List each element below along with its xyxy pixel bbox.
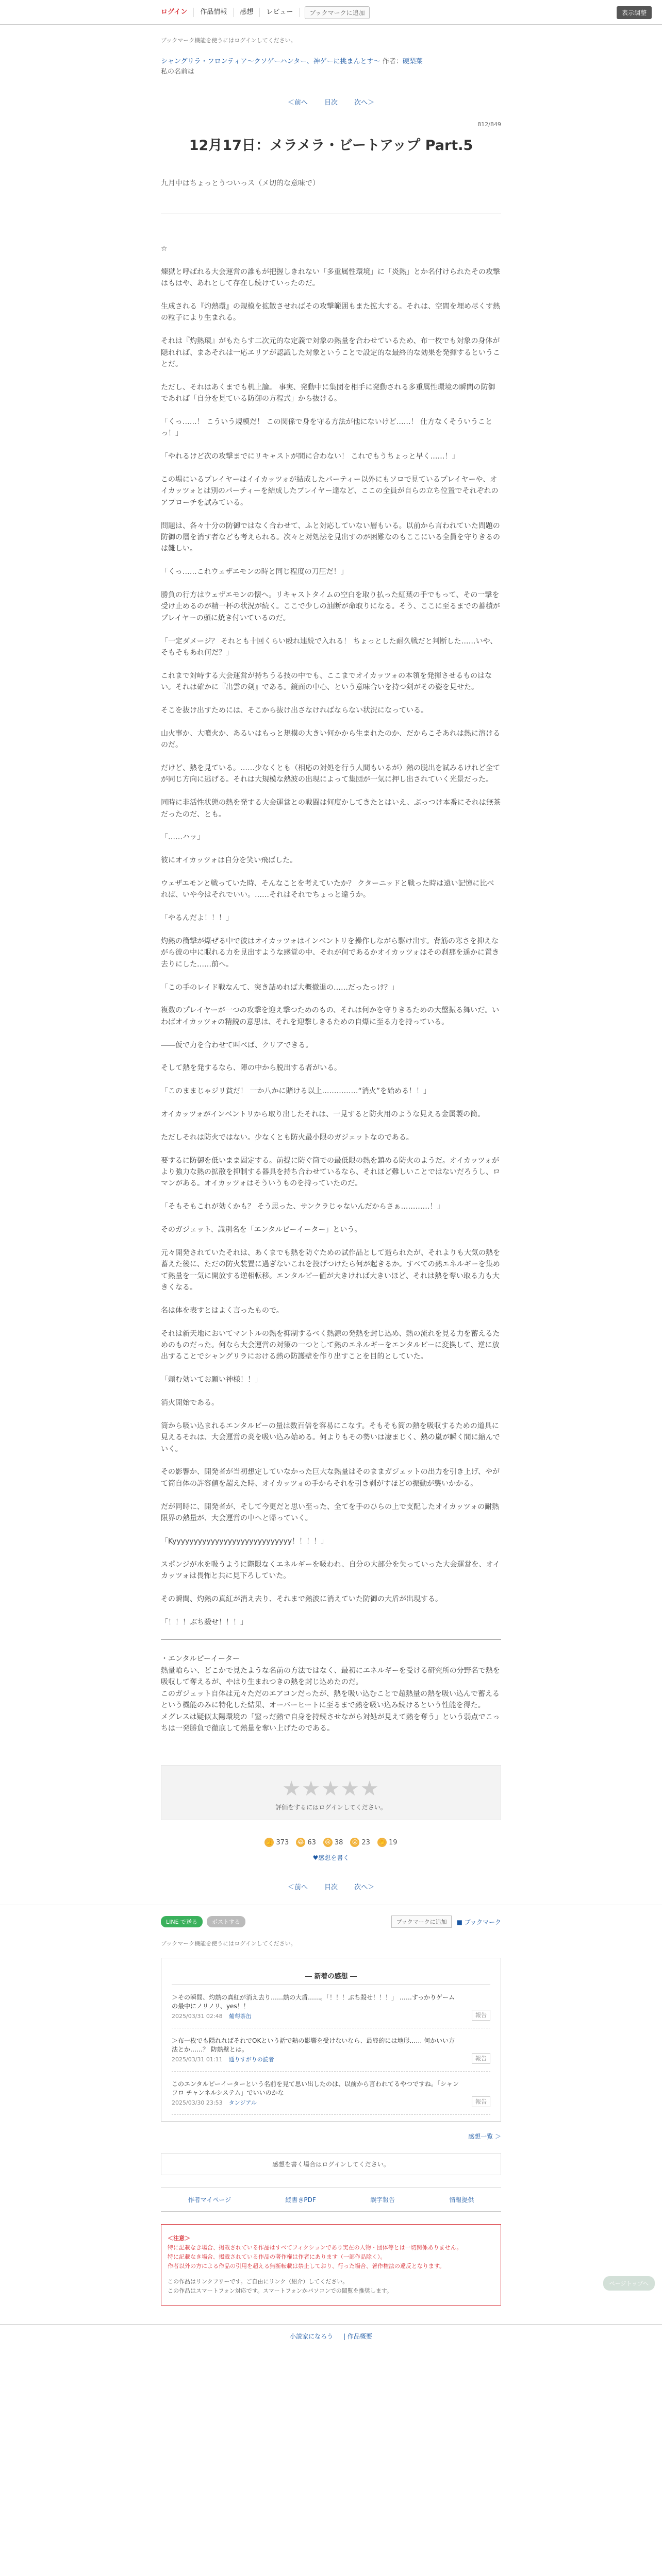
author-label: 作者：: [382, 58, 403, 65]
reaction-clap[interactable]: [377, 1838, 398, 1847]
impression-meta: [172, 2055, 490, 2064]
bookmark-add-button[interactable]: ブックマークに追加: [391, 1916, 451, 1928]
post-share-button[interactable]: ポストする: [207, 1916, 245, 1927]
notice-line: 特に記載なき場合、掲載されている作品の著作権は作者にあります（一部作品除く）。: [168, 2253, 386, 2261]
body-paragraph: その瞬間、灼熱の真紅が消え去り、それまで熱波に消えていた防御の大盾が出現する。: [161, 1595, 442, 1603]
next-link[interactable]: 次へ＞: [354, 99, 375, 107]
display-settings-button[interactable]: 表示調整: [617, 6, 652, 19]
pager-top: [161, 97, 501, 107]
body-paragraph: 生成される『灼熱環』の規模を拡散させればその攻撃範囲もまた拡大する。それは、空間を埋め尽くす熱の粒子により生まれる。: [161, 302, 500, 323]
author-link[interactable]: 硬梨菜: [402, 58, 423, 65]
report-button[interactable]: 報告: [472, 2010, 490, 2021]
bookmark-login-notice: ブックマーク機能を使うにはログインしてください。: [161, 1940, 296, 1947]
body-paragraph: ただし、それはあくまでも机上論。 事実、発動中に集団を相手に発動される多重属性環境の瞬間の防御であれば「自分を見ている防御の方程式」から抜ける。: [161, 383, 495, 403]
line-share-button[interactable]: LINE で送る: [161, 1916, 203, 1927]
body-paragraph: 「このままじゃジリ貧だ！ 一か八かに賭ける以上……………“消火”を始める！！」: [161, 1087, 431, 1096]
notice-line: この作品はリンクフリーです。ご自由にリンク（紹介）してください。: [168, 2278, 349, 2285]
laugh-icon: 😂: [296, 1838, 305, 1847]
impression-user-link[interactable]: 葡萄茶缶: [228, 2013, 252, 2020]
body-paragraph: ☆: [161, 245, 168, 253]
notice-line: この作品はスマートフォン対応です。スマートフォンかパソコンでの閲覧を推奨します。: [168, 2287, 392, 2295]
body-paragraph: 複数のプレイヤーが一つの攻撃を迎え撃つためのもの、それは何かを守りきるための大盤振る舞いだ。いわばオイカッツォの精鋭の意思は、それを迎撃しきるための自爆に至る力を持っている。: [161, 1006, 500, 1026]
reaction-laugh[interactable]: [296, 1838, 316, 1847]
body-paragraph: それは『灼熱環』がもたらす二次元的な定義で対象の熱量を合わせているため、布一枚でも対象の身体が隠れれば、まあそれは一応エリアが認識した対象ということで設定的な最終的な効果を発揮するということだ。: [161, 337, 500, 369]
feel-link[interactable]: 感想: [234, 8, 260, 17]
body-paragraph: だが同時に、開発者が、そして今更だと思い至った、全てを手のひらの上で支配したオイカッツォの耐熱限界の熱量が、大会運営の中へと帰っていく。: [161, 1502, 500, 1523]
clap-icon: 👏: [377, 1838, 387, 1847]
body-paragraph: 山火事か、大噴火か、あるいはもっと規模の大きい何かから生まれたのか、だからこそあれは熱に溶けるのだ。: [161, 729, 500, 750]
body-paragraph: それは新天地においてマントルの熱を抑制するべく熱源の発熱を封じ込め、熱の流れを見る力を蓄えるためのものだった。何なら大会運営の対策の一つとして熱のエネルギーをエンタルピーに変換して、逆に放出することでシャングリラにおける熱の防護壁を作り出すことを目的としていた。: [161, 1329, 500, 1361]
body-paragraph: 「くっ……これウェザエモンの時と同じ程度の刀圧だ！」: [161, 568, 348, 577]
body-paragraph: 「そもそもこれが効くかも？ そう思った、サンクラじゃないんだからさぁ…………！」: [161, 1202, 444, 1211]
reaction-count: 373: [276, 1838, 289, 1846]
body-paragraph: 「一定ダメージ？ それとも十回くらい殴れ連続で入れる！ ちょっとした耐久戦だと判断した……いや、そもそもあれ何だ？」: [161, 637, 498, 657]
impressions-heading: ― 新着の感想 ―: [172, 1971, 490, 1985]
body-paragraph: 煉獄と呼ばれる大会運営の誰もが把握しきれない「多重属性環境」に「炎熱」とか名付けられたその攻撃はもはや、あれとして存在し続けていったのだ。: [161, 267, 500, 288]
footer-links: [161, 2188, 501, 2212]
impressions-more-link[interactable]: 感想一覧 ＞: [468, 2133, 501, 2141]
reaction-surprise[interactable]: [350, 1838, 370, 1847]
list-item: [172, 2072, 490, 2115]
bookmark-add-button[interactable]: ブックマークに追加: [305, 6, 369, 19]
body-paragraph: 筒から吸い込まれるエンタルピーの量は数百倍を容易にこなす。そもそも筒の熱を吸収するための道具に見えるそれは、大会運営の炎を吸い込み始める。何よりもその勢いは凄まじく、熱の嵐が瞬く間に縮んでいく。: [161, 1421, 500, 1453]
divider: [161, 1639, 501, 1640]
body-paragraph: これまで対峙する大会運営が持ちうる技の中でも、ここまでオイカッツォの本領を発揮させるものはない。それは確かに『出雲の剣』である。鏡面の中心、という意味合いを持つ剣がその姿を見せた。: [161, 671, 492, 692]
reaction-cry[interactable]: [323, 1838, 343, 1847]
share-actions: [161, 1916, 501, 1928]
body-paragraph: 「やれるけど次の攻撃までにリキャストが間に合わない！ これでもうちょっと早く……！」: [161, 452, 459, 461]
impression-user-link[interactable]: 通りすがりの読者: [228, 2056, 274, 2063]
page-top-button[interactable]: ページトップへ: [603, 2276, 655, 2291]
impression-text: ＞その瞬間、灼熱の真紅が消え去り……熱の大盾……。「！！！ぶち殺せ！！！」 ……すっかりゲームの最中にノリノリ、yes！！: [172, 1994, 455, 2010]
body-paragraph: 要するに防御を低いまま固定する。前提に防ぐ筒での最低限の熱を鎮める防火のようだ。オイカッツォがより強力な熱の拡散を抑制する器具を持ち合わせているなら、それほど難しいことではないだろうし、ロマンがある。オイカッツォはそういうものを持っていたのだ。: [161, 1156, 500, 1188]
body-paragraph: 勝負の行方はウェザエモンの懐へ。リキャストタイムの空白を取り払った紅葉の手でもって、その一撃を受け止めるのが精一杯の状況が続く。ここで少しの油断が命取りになる。そう、ここに至るまでの蓄積がプレイヤーの頭に焼き付いているのだ。: [161, 591, 500, 622]
series-info: [161, 57, 501, 77]
body-paragraph: 「……ハッ」: [161, 833, 204, 842]
impression-user-link[interactable]: タンジアル: [228, 2099, 257, 2107]
reaction-count: 38: [334, 1838, 343, 1846]
typo-report-link[interactable]: 誤字報告: [370, 2196, 395, 2204]
body-paragraph: オイカッツォがインベントリから取り出したそれは、一見すると防火用のような見える金属製の筒。: [161, 1110, 485, 1119]
body-paragraph: スポンジが水を吸うように際限なくエネルギーを吸われ、自分の大部分を失っていった大会運営を、オイカッツォは畏怖と共に見下ろしていた。: [161, 1560, 500, 1581]
impression-date: 2025/03/30 23:53: [172, 2099, 223, 2107]
write-impression-link[interactable]: ♥感想を書く: [312, 1854, 350, 1862]
body-paragraph: そこを抜け出すためには、そこから抜け出さなければならない状況になっている。: [161, 706, 428, 715]
impression-text: このエンタルピーイーターという名前を見て思い出したのは、以前から言われてるやつですね。「シャンフロ チャンネルシステム」でいいのかな: [172, 2080, 459, 2097]
reaction-bar: [161, 1838, 501, 1847]
reaction-count: 63: [307, 1838, 316, 1846]
index-link[interactable]: 目次: [324, 1884, 338, 1892]
afterword: [161, 1653, 501, 1734]
reaction-like[interactable]: [264, 1838, 289, 1847]
body-paragraph: ――仮で力を合わせて叫べば、クリアできる。: [161, 1041, 313, 1049]
novel-body: [161, 243, 501, 1628]
star-rating[interactable]: ★★★★★: [282, 1777, 380, 1801]
index-link[interactable]: 目次: [324, 99, 338, 107]
report-button[interactable]: 報告: [472, 2053, 490, 2064]
body-paragraph: 元々開発されていたそれは、あくまでも熱を防ぐための試作品として造られたが、それよりも大気の熱を蓄えた後に、ただの防火装置に過ぎないこれを投げつけたら何が起きるか。すべての熱エネルギーを集めて熱量を一気に開放する逆相転移。エンタルピー値が大きければ大きいほど、それは熱を奪い取る力も大きくなる。: [161, 1248, 500, 1292]
rating-box: [161, 1765, 501, 1820]
afterword-title: ・エンタルピーイーター: [161, 1655, 240, 1664]
impression-login-notice: 感想を書く場合はログインしてください。: [161, 2153, 501, 2175]
series-title-link[interactable]: シャングリラ・フロンティア〜クソゲーハンター、神ゲーに挑まんとす〜: [161, 58, 380, 65]
preface: 九月中はちょっとうついっス（メ切的な意味で）: [161, 179, 320, 188]
vertical-pdf-link[interactable]: 縦書きPDF: [285, 2196, 316, 2204]
body-paragraph: 「！！！ぶち殺せ！！！」: [161, 1618, 247, 1626]
info-provide-link[interactable]: 情報提供: [449, 2196, 474, 2204]
impression-meta: [172, 2098, 490, 2107]
notice-box: [161, 2224, 501, 2306]
works-link[interactable]: 作品情報: [194, 8, 234, 17]
body-paragraph: 問題は、各々十分の防御ではなく合わせて、ふと対応していない層もいる。以前から言われていた問題の防御の層を消す者なども考えられる。次々と対処法を見出すのが困難なのもここにいる全員を守りきるのは難しい。: [161, 521, 500, 553]
main-content: [161, 36, 501, 1891]
site-footer: [0, 2324, 662, 2351]
impressions-box: [161, 1958, 501, 2122]
body-paragraph: ただしそれは防火ではない。少なくとも防火最小限のガジェットなのである。: [161, 1133, 413, 1142]
body-paragraph: その影響か、開発者が当初想定していなかった巨大な熱量はそのままガジェットの出力を引き上げ、やがて筒自体の許容値を超えた時、オイカッツォの手からそれを引き剥がすほどの振動が襲いかかる。: [161, 1468, 500, 1488]
pager-bottom: [161, 1882, 501, 1891]
body-paragraph: 彼にオイカッツォは自分を笑い飛ばした。: [161, 856, 297, 865]
impression-date: 2025/03/31 02:48: [172, 2013, 223, 2020]
notice-line: 特に記載なき場合、掲載されている作品はすべてフィクションであり実在の人物・団体等とは一切関係ありません。: [168, 2244, 462, 2251]
body-paragraph: 「Kyyyyyyyyyyyyyyyyyyyyyyyyyyyy！！！！」: [161, 1537, 328, 1546]
body-paragraph: 「やるんだよ！！！」: [161, 914, 233, 923]
list-item: [172, 2028, 490, 2072]
body-paragraph: 同時に非活性状態の熱を発する大会運営との戦闘は何度かしてきたとはいえ、ぶっつけ本番にそれは無茶だったのだ、とも。: [161, 799, 501, 819]
body-paragraph: 名は体を表すとはよく言ったもので。: [161, 1306, 284, 1315]
prev-link[interactable]: ＜前へ: [287, 1884, 308, 1892]
cry-icon: 😢: [323, 1838, 333, 1847]
prev-link[interactable]: ＜前へ: [287, 99, 308, 107]
thumbs-up-icon: 👍: [264, 1838, 274, 1847]
login-link[interactable]: ログイン: [161, 8, 194, 17]
body-paragraph: そのガジェット、識別名を「エンタルピーイーター」という。: [161, 1226, 362, 1234]
body-paragraph: だけど、熱を見ている。……少なくとも（相応の対処を行う人間もいるが）熱の脱出を試みるけれど全てが同じ方向に逃げる。それは大規模な熱波の出現によって集団が一気に押し出されていく光景だった。: [161, 764, 500, 784]
body-paragraph: 灼熱の衝撃が爆ぜる中で彼はオイカッツォはインベントリを操作しながら駆け出す。背筋の寒さを抑えながら彼の中に眠れる力を見出すような感覚の中、それが何であるかオイカッツォはその刹那を遥かに置き去りにした……前へ。: [161, 937, 500, 969]
notice-title: ＜注意＞: [168, 2235, 190, 2242]
body-paragraph: そして熱を発するなら、陣の中から脱出する者がいる。: [161, 1064, 341, 1073]
list-item: [172, 1985, 490, 2028]
afterword-p2: このガジェット自体は元々ただのエアコンだったが、熱を吸い込むことで超熱量の熱を吸い込んで蓄えるという機能のみに特化した結果、オーバーヒートに至るまで熱を吸い込み続けるという性能を得た。: [161, 1689, 500, 1710]
impression-text: ＞布一枚でも隠れればそれでOKという話で熱の影響を受けないなら、最終的には地形…… 何かいい方法とか……？ 防熱壁とは。: [172, 2037, 455, 2054]
site-home-link[interactable]: 小説家になろう: [290, 2333, 334, 2341]
review-link[interactable]: レビュー: [260, 8, 300, 17]
page-title: 12月17日：メラメラ・ビートアップ Part.5: [189, 138, 473, 154]
bookmark-link[interactable]: ■ ブックマーク: [456, 1918, 501, 1926]
body-paragraph: 「くっ……！ こういう規模だ！ この関係で身を守る方法が他にないけど……！ 仕方なくそういうことっ！」: [161, 418, 493, 438]
author-mypage-link[interactable]: 作者マイページ: [188, 2196, 231, 2204]
body-paragraph: ウェザエモンと戦っていた時、そんなことを考えていたか？ クターニッドと戦った時は遠い記憶に比べれば、いや今はそれでいい。……それはそれでちょっと違うか。: [161, 879, 494, 900]
surprise-icon: 😮: [350, 1838, 359, 1847]
series-subtitle: 私の名前は: [161, 68, 195, 76]
report-button[interactable]: 報告: [472, 2096, 490, 2107]
next-link[interactable]: 次へ＞: [354, 1884, 375, 1892]
impression-date: 2025/03/31 01:11: [172, 2056, 223, 2063]
bookmark-actions: [391, 1916, 501, 1928]
reaction-count: 19: [388, 1838, 398, 1846]
body-paragraph: この場にいるプレイヤーはイイカッツォが結成したパーティー以外にもソロで見ているプレイヤーや、オイカッツォとは別のパーティーを結成したプレイヤー達など、ここの全員が自らの立ち位置でそれぞれのアプローチを試みている。: [161, 476, 499, 507]
rating-login-notice: 評価をするにはログインしてください。: [275, 1804, 387, 1811]
notice-line: 作者以外の方による作品の引用を超える無断転載は禁止しており、行った場合、著作権法の違反となります。: [168, 2263, 445, 2270]
body-paragraph: 「頼む効いてお願い神様！！」: [161, 1376, 262, 1384]
bookmark-login-notice: ブックマーク機能を使うにはログインしてください。: [161, 37, 296, 44]
episode-number: 812/849: [477, 121, 501, 128]
afterword-p3: メグレスは疑似太陽環境の「窒っだ熱で自身を持続させながら対処が見えて熱を奪う」という弱点でこっちは一発勝負で徹底して熱量を奪い上げたのである。: [161, 1713, 500, 1733]
lower-content: [161, 1916, 501, 2306]
reaction-count: 23: [361, 1838, 370, 1846]
impression-meta: [172, 2012, 490, 2021]
works-overview-link[interactable]: | 作品概要: [343, 2333, 372, 2341]
top-bar: [0, 0, 662, 25]
body-paragraph: 消火開始である。: [161, 1399, 219, 1408]
body-paragraph: 「この手のレイド戦なんて、突き詰めれば大概撤退の……だったっけ？」: [161, 983, 399, 992]
afterword-p1: 熱量喰らい、どこかで見たような名前の方法ではなく、最初にエネルギーを受ける研究所の分野名で熱を吸収して奪えるが、やはり生まれつきの熱を封じ込めたのだ。: [161, 1666, 500, 1687]
